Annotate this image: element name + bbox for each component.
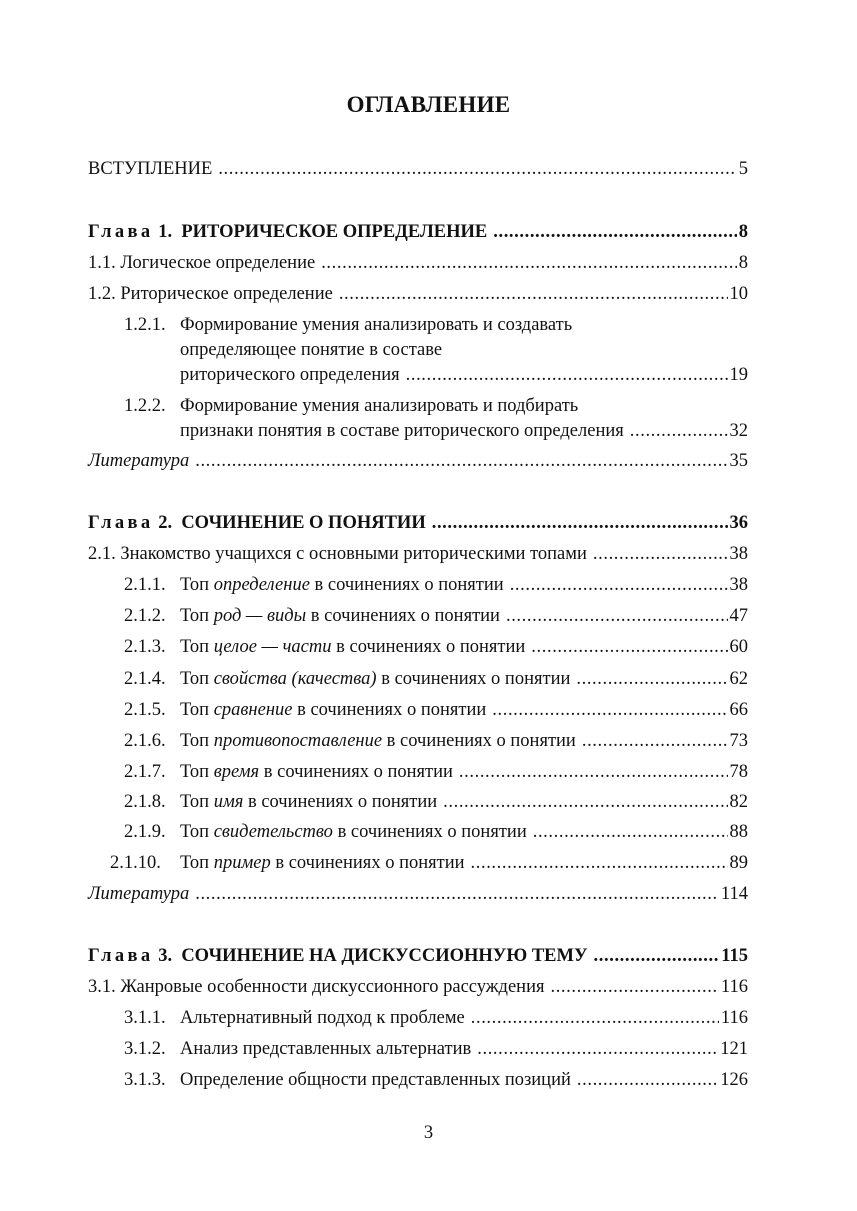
dot-leader bbox=[195, 449, 727, 474]
chapter-title: СОЧИНЕНИЕ О ПОНЯТИИ bbox=[181, 513, 426, 533]
toc-entry-title bbox=[124, 635, 525, 660]
subsection-title: Топ bbox=[180, 822, 214, 842]
subsection-title: Топ bbox=[180, 731, 214, 751]
subsection-number: 3.1.1. bbox=[124, 1008, 166, 1028]
page-title: ОГЛАВЛЕНИЕ bbox=[346, 92, 511, 117]
subsection-number: 2.1.2. bbox=[124, 606, 166, 626]
toc-page-number: 10 bbox=[729, 284, 748, 304]
toc-entry-number: 1.2.2. bbox=[124, 396, 166, 416]
section-title: Знакомство учащихся с основными риторическими топами bbox=[120, 544, 587, 564]
toc-entry-title bbox=[88, 251, 315, 276]
subsection-title: Топ bbox=[180, 792, 214, 812]
dot-leader bbox=[339, 282, 728, 307]
toc-entry-line bbox=[88, 338, 748, 363]
toc-entry-text: риторического определения bbox=[180, 365, 400, 385]
toc-entry-line bbox=[88, 573, 748, 598]
subsection-number: 2.1.8. bbox=[124, 792, 166, 812]
toc-page-number: 19 bbox=[729, 365, 748, 385]
topic-term: сравнение bbox=[213, 700, 293, 720]
toc-page-number: 114 bbox=[720, 884, 748, 904]
topic-term: пример bbox=[213, 853, 271, 873]
section-title: Логическое определение bbox=[120, 253, 316, 273]
dot-leader bbox=[550, 975, 718, 1000]
toc-entry-title bbox=[124, 698, 486, 723]
section-number: 1.2. bbox=[88, 284, 116, 304]
toc-entry-line bbox=[88, 419, 748, 444]
toc-entry[interactable] bbox=[88, 851, 748, 876]
subsection-number: 2.1.1. bbox=[124, 575, 166, 595]
section-title: Жанровые особенности дискуссионного рассуждения bbox=[120, 977, 545, 997]
toc-entry-title bbox=[124, 604, 500, 629]
toc-entry-text: Формирование умения анализировать и создавать bbox=[180, 315, 573, 335]
toc-page-number: 78 bbox=[729, 762, 748, 782]
toc-entry[interactable] bbox=[88, 157, 748, 182]
toc-entry-text: Формирование умения анализировать и подбирать bbox=[180, 396, 579, 416]
toc-page-number: 5 bbox=[738, 159, 748, 179]
dot-leader bbox=[533, 820, 728, 845]
dot-leader bbox=[218, 157, 736, 182]
toc-page-number: 116 bbox=[720, 1008, 748, 1028]
toc-entry-line bbox=[88, 394, 748, 419]
subsection-title-rest: в сочинениях о понятии bbox=[292, 700, 487, 720]
toc-entry-title bbox=[124, 1006, 465, 1031]
toc-entry[interactable] bbox=[88, 975, 748, 1000]
subsection-number: 2.1.6. bbox=[124, 731, 166, 751]
toc-entry-line bbox=[88, 542, 748, 567]
topic-term: время bbox=[213, 762, 260, 782]
toc-page-number: 35 bbox=[729, 451, 748, 471]
toc-page-number: 38 bbox=[729, 575, 748, 595]
toc-page-number: 126 bbox=[720, 1070, 748, 1090]
toc-page-number: 73 bbox=[729, 731, 748, 751]
section-number: 1.1. bbox=[88, 253, 116, 273]
toc-entry[interactable] bbox=[88, 449, 748, 474]
toc-page-number: 8 bbox=[738, 253, 748, 273]
subsection-title: Альтернативный подход к проблеме bbox=[180, 1008, 465, 1028]
subsection-number: 2.1.4. bbox=[124, 669, 166, 689]
toc-page-number: 32 bbox=[729, 421, 748, 441]
toc-entry-line bbox=[88, 635, 748, 660]
toc-entry-line bbox=[88, 511, 748, 536]
toc-entry[interactable] bbox=[88, 251, 748, 276]
toc-page-number: 89 bbox=[729, 853, 748, 873]
subsection-number: 2.1.3. bbox=[124, 637, 166, 657]
dot-leader bbox=[477, 1037, 718, 1062]
toc-entry-line bbox=[88, 944, 748, 969]
toc-page-number: 66 bbox=[729, 700, 748, 720]
toc-entry-line bbox=[88, 157, 748, 182]
subsection-title-rest: в сочинениях о понятии bbox=[259, 762, 453, 782]
toc-entry-line bbox=[88, 882, 748, 907]
toc-entry-title bbox=[110, 851, 465, 876]
dot-leader bbox=[432, 511, 728, 536]
toc-entry[interactable] bbox=[88, 698, 748, 723]
toc-entry-number: 1.2.1. bbox=[124, 315, 166, 335]
toc-entry-title bbox=[124, 1068, 571, 1093]
subsection-title: Топ bbox=[180, 575, 214, 595]
toc-entry-line bbox=[88, 760, 748, 785]
subsection-title-rest: в сочинениях о понятии bbox=[309, 575, 504, 595]
toc-page-number: 82 bbox=[729, 792, 748, 812]
dot-leader bbox=[630, 419, 728, 444]
toc-entry-title bbox=[124, 573, 504, 598]
subsection-title-rest: в сочинениях о понятии bbox=[243, 792, 438, 812]
toc-entry-line bbox=[88, 1068, 748, 1093]
dot-leader bbox=[531, 635, 727, 660]
toc-entry[interactable] bbox=[88, 729, 748, 754]
dot-leader bbox=[594, 944, 720, 969]
subsection-title-rest: в сочинениях о понятии bbox=[270, 853, 465, 873]
toc-entry-line bbox=[88, 975, 748, 1000]
toc-entry[interactable] bbox=[88, 820, 748, 845]
dot-leader bbox=[471, 851, 728, 876]
toc-entry-title bbox=[88, 449, 189, 474]
dot-leader bbox=[510, 573, 728, 598]
toc-entry-title bbox=[88, 282, 333, 307]
toc-entry-line bbox=[88, 282, 748, 307]
toc-entry-title bbox=[88, 542, 587, 567]
topic-term: определение bbox=[213, 575, 310, 595]
toc-entry-title bbox=[88, 220, 487, 245]
subsection-title: Топ bbox=[180, 669, 214, 689]
references-label: Литература bbox=[88, 451, 190, 471]
toc-page-number: 38 bbox=[729, 544, 748, 564]
toc-entry[interactable] bbox=[88, 220, 748, 245]
dot-leader bbox=[459, 760, 728, 785]
subsection-number: 2.1.7. bbox=[124, 762, 166, 782]
toc-entry[interactable] bbox=[88, 1037, 748, 1062]
toc-entry-title bbox=[88, 157, 212, 182]
topic-term: целое — части bbox=[213, 637, 332, 657]
toc-entry-line bbox=[88, 251, 748, 276]
toc-entry-line bbox=[88, 790, 748, 815]
subsection-number: 3.1.3. bbox=[124, 1070, 166, 1090]
toc-entry-title bbox=[88, 511, 426, 536]
subsection-title-rest: в сочинениях о понятии bbox=[332, 822, 527, 842]
chapter-number: 2. bbox=[158, 513, 173, 533]
toc-entry-line bbox=[88, 363, 748, 388]
topic-term: имя bbox=[213, 792, 244, 812]
toc-entry-text: определяющее понятие в составе bbox=[180, 340, 443, 360]
toc-entry-title bbox=[124, 667, 570, 692]
subsection-title: Топ bbox=[180, 700, 214, 720]
subsection-number: 2.1.9. bbox=[124, 822, 166, 842]
toc-entry-line bbox=[88, 729, 748, 754]
topic-term: свидетельство bbox=[213, 822, 333, 842]
dot-leader bbox=[493, 220, 737, 245]
toc-entry-line bbox=[88, 820, 748, 845]
subsection-title: Топ bbox=[180, 853, 214, 873]
chapter-label: Глава bbox=[88, 946, 154, 966]
subsection-title-rest: в сочинениях о понятии bbox=[376, 669, 571, 689]
dot-leader bbox=[321, 251, 737, 276]
toc-entry[interactable] bbox=[88, 944, 748, 969]
dot-leader bbox=[582, 729, 728, 754]
dot-leader bbox=[593, 542, 728, 567]
subsection-title: Анализ представленных альтернатив bbox=[180, 1039, 472, 1059]
toc-page-number: 8 bbox=[738, 222, 748, 242]
dot-leader bbox=[406, 363, 728, 388]
toc-entry-line bbox=[88, 667, 748, 692]
dot-leader bbox=[195, 882, 719, 907]
toc-entry[interactable] bbox=[88, 882, 748, 907]
toc-entry-title bbox=[124, 1037, 471, 1062]
toc-page-number: 62 bbox=[729, 669, 748, 689]
toc-entry[interactable] bbox=[88, 282, 748, 307]
section-number: 2.1. bbox=[88, 544, 116, 564]
toc-entry-title bbox=[88, 882, 189, 907]
dot-leader bbox=[443, 790, 727, 815]
dot-leader bbox=[492, 698, 727, 723]
toc-page-number: 116 bbox=[720, 977, 748, 997]
topic-term: свойства (качества) bbox=[213, 669, 377, 689]
dot-leader bbox=[577, 1068, 718, 1093]
toc-entry-title bbox=[124, 760, 453, 785]
topic-term: род — виды bbox=[213, 606, 307, 626]
toc-entry-line bbox=[88, 1037, 748, 1062]
toc-entry-line bbox=[88, 313, 748, 338]
dot-leader bbox=[506, 604, 728, 629]
subsection-number: 2.1.10. bbox=[110, 853, 161, 873]
toc-entry-text: ВСТУПЛЕНИЕ bbox=[88, 159, 213, 179]
subsection-number: 3.1.2. bbox=[124, 1039, 166, 1059]
toc-entry[interactable] bbox=[88, 313, 748, 388]
subsection-title: Топ bbox=[180, 637, 214, 657]
toc-entry-line bbox=[88, 449, 748, 474]
chapter-label: Глава bbox=[88, 222, 154, 242]
topic-term: противопоставление bbox=[213, 731, 383, 751]
subsection-title: Топ bbox=[180, 606, 214, 626]
toc-entry[interactable] bbox=[88, 760, 748, 785]
toc-entry-line bbox=[88, 851, 748, 876]
chapter-title: РИТОРИЧЕСКОЕ ОПРЕДЕЛЕНИЕ bbox=[181, 222, 488, 242]
chapter-title: СОЧИНЕНИЕ НА ДИСКУССИОННУЮ ТЕМУ bbox=[181, 946, 588, 966]
toc-entry-text: признаки понятия в составе риторического определения bbox=[180, 421, 624, 441]
chapter-number: 1. bbox=[158, 222, 173, 242]
toc-entry[interactable] bbox=[88, 667, 748, 692]
toc-page-number: 88 bbox=[729, 822, 748, 842]
toc-entry[interactable] bbox=[88, 394, 748, 444]
toc-entry[interactable] bbox=[88, 511, 748, 536]
toc-entry-line bbox=[88, 220, 748, 245]
subsection-title-rest: в сочинениях о понятии bbox=[331, 637, 526, 657]
toc-page-number: 121 bbox=[720, 1039, 748, 1059]
dot-leader bbox=[576, 667, 727, 692]
toc-page-number: 36 bbox=[729, 513, 748, 533]
dot-leader bbox=[471, 1006, 719, 1031]
subsection-title-rest: в сочинениях о понятии bbox=[382, 731, 576, 751]
chapter-label: Глава bbox=[88, 513, 154, 533]
references-label: Литература bbox=[88, 884, 190, 904]
section-title: Риторическое определение bbox=[120, 284, 333, 304]
toc-page-number: 115 bbox=[721, 946, 748, 966]
toc-entry-title bbox=[124, 729, 576, 754]
toc-entry-line bbox=[88, 698, 748, 723]
toc-entry-title bbox=[124, 790, 437, 815]
toc-entry-line bbox=[88, 1006, 748, 1031]
toc-entry[interactable] bbox=[88, 635, 748, 660]
toc-entry[interactable] bbox=[88, 790, 748, 815]
toc-entry[interactable] bbox=[88, 1068, 748, 1093]
subsection-title-rest: в сочинениях о понятии bbox=[306, 606, 500, 626]
toc-entry-title bbox=[124, 820, 527, 845]
subsection-title: Определение общности представленных позиций bbox=[180, 1070, 571, 1090]
toc-entry[interactable] bbox=[88, 573, 748, 598]
toc-entry-title bbox=[88, 944, 588, 969]
toc-entry-line bbox=[88, 604, 748, 629]
section-number: 3.1. bbox=[88, 977, 116, 997]
toc-page-number: 60 bbox=[729, 637, 748, 657]
chapter-number: 3. bbox=[158, 946, 173, 966]
toc-entry-title bbox=[88, 975, 544, 1000]
toc-page-number: 47 bbox=[729, 606, 748, 626]
toc-entry[interactable] bbox=[88, 1006, 748, 1031]
subsection-title: Топ bbox=[180, 762, 214, 782]
subsection-number: 2.1.5. bbox=[124, 700, 166, 720]
toc-entry[interactable] bbox=[88, 604, 748, 629]
page-number: 3 bbox=[423, 1123, 434, 1143]
toc-entry[interactable] bbox=[88, 542, 748, 567]
